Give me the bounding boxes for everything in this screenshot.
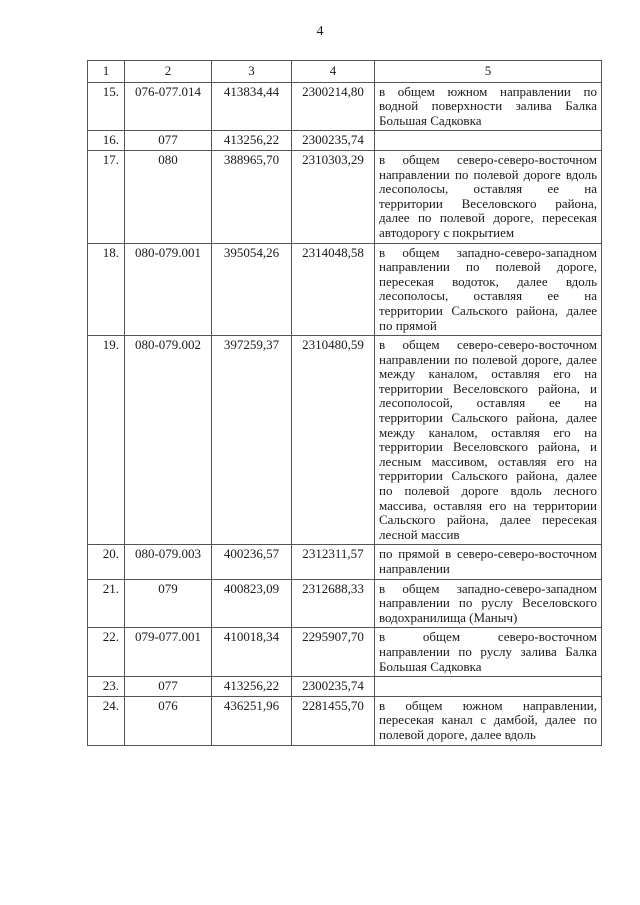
row-number: 24. [88,696,125,745]
table-row [88,677,602,697]
row-number: 21. [88,579,125,628]
header-col-1: 1 [88,61,125,83]
row-number: 17. [88,150,125,243]
header-col-2: 2 [125,61,212,83]
coord-x: 436251,96 [212,696,292,745]
row-number: 23. [88,677,125,697]
table-row [88,82,602,131]
point-id: 076-077.014 [125,82,212,131]
point-id: 077 [125,677,212,697]
row-number: 19. [88,336,125,545]
table-row [88,150,602,243]
boundary-description [375,131,602,151]
coord-x: 413256,22 [212,131,292,151]
coord-x: 395054,26 [212,243,292,336]
coord-y: 2310303,29 [292,150,375,243]
row-number: 18. [88,243,125,336]
coord-y: 2312688,33 [292,579,375,628]
row-number: 20. [88,545,125,579]
boundary-description: в общем северо-северо-восточном направлении по полевой дороге, далее между каналом, оставляя его на территории Веселовского района, и лесополосой, оставляя ее на территории Сальского района, далее между каналом, оставляя его на территории Веселовского района, и лесным массивом, оставляя его на территории Сальского района, далее по полевой дороге вдоль лесного массива, оставляя его на территории Сальского района, далее пересекая лесной массив [375,336,602,545]
boundary-description [375,677,602,697]
row-number: 15. [88,82,125,131]
coord-y: 2295907,70 [292,628,375,677]
boundary-description: в общем южном направлении по водной поверхности залива Балка Большая Садковка [375,82,602,131]
point-id: 080-079.003 [125,545,212,579]
header-col-3: 3 [212,61,292,83]
point-id: 077 [125,131,212,151]
row-number: 22. [88,628,125,677]
table-row [88,696,602,745]
point-id: 080 [125,150,212,243]
coord-x: 400823,09 [212,579,292,628]
coord-y: 2300235,74 [292,677,375,697]
table-row [88,131,602,151]
coord-y: 2314048,58 [292,243,375,336]
boundary-description: по прямой в северо-северо-восточном направлении [375,545,602,579]
table-row [88,545,602,579]
point-id: 076 [125,696,212,745]
boundary-description: в общем южном направлении, пересекая канал с дамбой, далее по полевой дороге, далее вдоль [375,696,602,745]
coordinates-table [87,60,602,746]
boundary-description: в общем западно-северо-западном направлении по руслу Веселовского водохранилища (Маныч) [375,579,602,628]
point-id: 080-079.001 [125,243,212,336]
point-id: 080-079.002 [125,336,212,545]
coord-y: 2300214,80 [292,82,375,131]
boundary-description: в общем северо-восточном направлении по руслу залива Балка Большая Садковка [375,628,602,677]
boundary-description: в общем северо-северо-восточном направлении по полевой дороге вдоль лесополосы, оставляя ее на территории Веселовского района, далее по полевой дороге, пересекая автодорогу с покрытием [375,150,602,243]
table-row [88,579,602,628]
coord-y: 2310480,59 [292,336,375,545]
table-row [88,243,602,336]
point-id: 079 [125,579,212,628]
page-number: 4 [316,24,324,39]
coord-x: 388965,70 [212,150,292,243]
coord-y: 2312311,57 [292,545,375,579]
coord-y: 2300235,74 [292,131,375,151]
table-row [88,336,602,545]
header-col-4: 4 [292,61,375,83]
coord-x: 413834,44 [212,82,292,131]
boundary-description: в общем западно-северо-западном направлении по полевой дороге, пересекая водоток, далее вдоль лесополосы, оставляя ее на территории Сальского района, далее по прямой [375,243,602,336]
table-header-row [88,61,602,83]
coord-y: 2281455,70 [292,696,375,745]
row-number: 16. [88,131,125,151]
header-col-5: 5 [375,61,602,83]
coord-x: 413256,22 [212,677,292,697]
coord-x: 400236,57 [212,545,292,579]
table-row [88,628,602,677]
coord-x: 410018,34 [212,628,292,677]
coord-x: 397259,37 [212,336,292,545]
point-id: 079-077.001 [125,628,212,677]
